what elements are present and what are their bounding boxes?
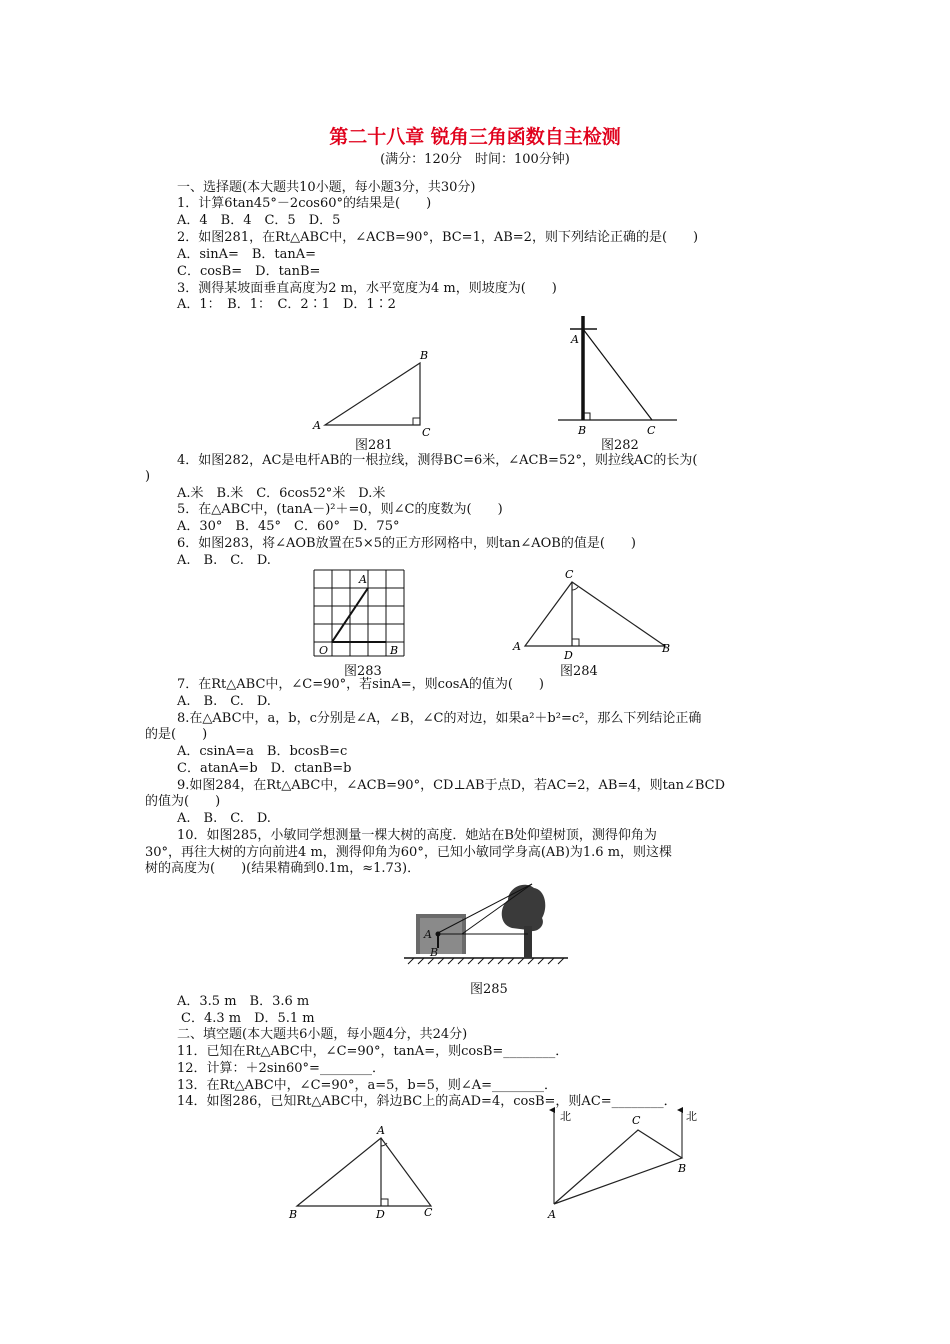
question-line: 9.如图284，在Rt△ABC中，∠ACB=90°，CD⊥AB于点D，若AC=2，AB=4，则tan∠BCD xyxy=(177,778,726,793)
question-line: ) xyxy=(145,469,151,484)
vertex-label-d: D xyxy=(376,1208,385,1221)
vertex-label-a: A xyxy=(548,1208,556,1221)
answer-options: A．3.5 m B．3.6 m xyxy=(177,994,310,1009)
question-line: 8.在△ABC中，a，b，c分别是∠A，∠B，∠C的对边，如果a²＋b²=c²，那么下列结论正确 xyxy=(177,711,702,726)
figure-caption: 图282 xyxy=(601,438,639,453)
vertex-label-b: B xyxy=(662,642,671,655)
question-line: 6．如图283，将∠AOB放置在5×5的正方形网格中，则tan∠AOB的值是( ) xyxy=(177,536,636,551)
answer-options: A. B. C. D. xyxy=(177,694,271,709)
figure-navigation xyxy=(540,1106,700,1224)
vertex-label-a: A xyxy=(377,1124,385,1137)
vertex-label-b: B xyxy=(420,349,429,362)
vertex-label-b: B xyxy=(678,1162,687,1175)
answer-options: A．1： B．1： C．2∶1 D．1∶2 xyxy=(177,297,396,312)
vertex-label-c: C xyxy=(422,426,431,439)
north-label: 北 xyxy=(686,1110,697,1123)
question-line: 10．如图285，小敏同学想测量一棵大树的高度．她站在B处仰望树顶，测得仰角为 xyxy=(177,828,657,843)
figure-caption: 图281 xyxy=(355,438,393,453)
answer-options: A．csinA=a B．bcosB=c xyxy=(177,744,348,759)
page-title: 第二十八章 锐角三角函数自主检测 xyxy=(329,126,621,148)
vertex-label-c: C xyxy=(424,1206,433,1219)
section-heading: 一、选择题(本大题共10小题，每小题3分，共30分) xyxy=(177,180,476,195)
vertex-label-d: D xyxy=(564,649,573,662)
answer-options: A．sinA= B．tanA= xyxy=(177,247,317,262)
figure-284 xyxy=(505,568,685,663)
vertex-label-b: B xyxy=(430,946,439,959)
answer-options: A. B. C. D. xyxy=(177,811,271,826)
page-subtitle: (满分：120分 时间：100分钟) xyxy=(380,152,570,167)
vertex-label-b: B xyxy=(390,644,399,657)
question-line: 3．测得某坡面垂直高度为2 m，水平宽度为4 m，则坡度为( ) xyxy=(177,281,557,296)
figure-caption: 图283 xyxy=(344,664,382,679)
vertex-label-a: A xyxy=(424,928,432,941)
vertex-label-b: B xyxy=(578,424,587,437)
answer-options: C．cosB= D．tanB= xyxy=(177,264,321,279)
section-heading: 二、填空题(本大题共6小题，每小题4分，共24分) xyxy=(177,1027,468,1042)
figure-285 xyxy=(400,878,580,970)
vertex-label-a: A xyxy=(359,573,367,586)
answer-options: A.米 B.米 C．6cos52°米 D.米 xyxy=(177,486,386,501)
figure-283 xyxy=(310,568,410,660)
question-line: 的是( ) xyxy=(145,727,208,742)
figure-286 xyxy=(285,1122,445,1222)
figure-281 xyxy=(310,345,440,440)
question-line: 14．如图286，已知Rt△ABC中，斜边BC上的高AD=4，cosB=，则AC=________． xyxy=(177,1094,677,1109)
vertex-label-a: A xyxy=(513,640,521,653)
question-line: 1．计算6tan45°－2cos60°的结果是( ) xyxy=(177,196,432,211)
answer-options: C．4.3 m D．5.1 m xyxy=(181,1011,315,1026)
vertex-label-c: C xyxy=(647,424,656,437)
north-label: 北 xyxy=(560,1110,571,1123)
answer-options: A．4 B．4 C．5 D．5 xyxy=(177,213,341,228)
answer-options: A. B. C. D. xyxy=(177,553,271,568)
question-line: 5．在△ABC中，(tanA－)²＋=0，则∠C的度数为( ) xyxy=(177,502,503,517)
question-line: 4．如图282，AC是电杆AB的一根拉线，测得BC=6米，∠ACB=52°，则拉线AC的长为( xyxy=(177,453,698,468)
answer-options: C．atanA=b D．ctanB=b xyxy=(177,761,352,776)
question-line: 7．在Rt△ABC中，∠C=90°，若sinA=，则cosA的值为( ) xyxy=(177,677,544,692)
question-line: 2．如图281，在Rt△ABC中，∠ACB=90°，BC=1，AB=2，则下列结论正确的是( ) xyxy=(177,230,699,245)
vertex-label-b: B xyxy=(289,1208,298,1221)
vertex-label-c: C xyxy=(632,1114,641,1127)
question-line: 13．在Rt△ABC中，∠C=90°，a=5，b=5，则∠A=________． xyxy=(177,1078,558,1093)
question-line: 的值为( ) xyxy=(145,794,221,809)
vertex-label-o: O xyxy=(319,644,329,657)
question-line: 12．计算：＋2sin60°=________． xyxy=(177,1061,385,1076)
question-line: 树的高度为( )(结果精确到0.1m，≈1.73)． xyxy=(145,861,421,876)
vertex-label-a: A xyxy=(571,333,579,346)
question-line: 30°，再往大树的方向前进4 m，测得仰角为60°，已知小敏同学身高(AB)为1.6 m，则这棵 xyxy=(145,845,673,860)
figure-caption: 图285 xyxy=(470,982,508,997)
vertex-label-a: A xyxy=(313,419,321,432)
answer-options: A．30° B．45° C．60° D．75° xyxy=(177,519,400,534)
figure-caption: 图284 xyxy=(560,664,598,679)
vertex-label-c: C xyxy=(565,568,574,581)
figure-282 xyxy=(555,312,685,437)
question-line: 11．已知在Rt△ABC中，∠C=90°，tanA=，则cosB=________． xyxy=(177,1044,569,1059)
